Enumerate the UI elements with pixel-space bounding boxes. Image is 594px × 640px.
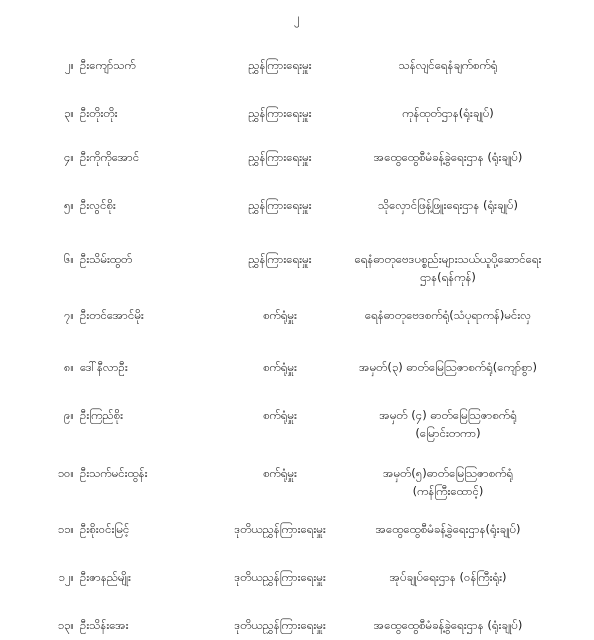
office-name: သန်လျင်ရေနံချက်စက်ရုံ <box>398 58 498 72</box>
item-number: ၇။ <box>64 308 74 322</box>
office-name: ကုန်ထုတ်ဌာန(ရုံးချုပ်) <box>402 106 494 120</box>
person-name: ဦးကြည်စိုး <box>80 408 123 422</box>
rank-title: စက်ရုံမှူး <box>263 466 297 480</box>
office-name: အမှတ်(၃) ဓာတ်မြေဩဇာစက်ရုံ(ကျော်စွာ) <box>359 360 537 374</box>
office-name-line-2: ဌာန(ရန်ကုန်) <box>420 270 476 284</box>
person-name: ဦးတိုးတိုး <box>80 106 118 120</box>
item-number: ၁၃။ <box>57 618 74 632</box>
person-name: ဦးလွင်စိုး <box>80 198 116 212</box>
rank-title: ညွှန်ကြားရေးမှူး <box>248 150 312 164</box>
item-number: ၆။ <box>64 252 74 266</box>
rank-title: ညွှန်ကြားရေးမှူး <box>248 106 312 120</box>
rank-title: ညွှန်ကြားရေးမှူး <box>248 198 312 212</box>
person-name: ဦးသိမ်းထွတ် <box>80 252 133 266</box>
item-number: ၄။ <box>64 150 74 164</box>
item-number: ၅။ <box>64 198 74 212</box>
item-number: ၂။ <box>64 58 74 72</box>
office-name <box>332 250 564 286</box>
person-name: ဦးကျော်သက် <box>80 58 136 72</box>
office-name: သိုလှောင်ဖြန့်ဖြူးရေးဌာန (ရုံးချုပ်) <box>378 198 518 212</box>
rank-title: စက်ရုံမှူး <box>263 408 297 422</box>
rank-title: စက်ရုံမှူး <box>263 308 297 322</box>
rank-title: ဒုတိယညွှန်ကြားရေးမှူး <box>234 618 326 632</box>
rank-title: စက်ရုံမှူး <box>263 360 297 374</box>
page-number: ၂ <box>294 11 300 25</box>
rank-title: ဒုတိယညွှန်ကြားရေးမှူး <box>234 570 326 584</box>
item-number: ၈။ <box>63 360 74 374</box>
person-name: ဦးစိုးဝင်းမြင့် <box>80 522 130 536</box>
office-name: အထွေထွေစီမံခန့်ခွဲရေးဌာန (ရုံးချုပ်) <box>373 150 523 164</box>
person-name: ဦးကိုကိုအောင် <box>80 150 140 164</box>
office-name: အထွေထွေစီမံခန့်ခွဲရေးဌာန (ရုံးချုပ်) <box>373 618 523 632</box>
person-name: ဦးတင်အောင်မိုး <box>80 308 144 322</box>
office-name-line-1: ရေနံဓာတုဗေဒပစ္စည်းများသယ်ယူပို့ဆောင်ရေး <box>354 252 542 266</box>
office-name-line-1: အမှတ် (၄) ဓာတ်မြေဩဇာစက်ရုံ <box>379 408 517 422</box>
office-name-line-2: (မြောင်းတကာ) <box>415 426 481 440</box>
person-name: ဒေါ်နီလာဦး <box>80 360 128 374</box>
rank-title: ဒုတိယညွှန်ကြားရေးမှူး <box>234 522 326 536</box>
office-name-line-1: အမှတ်(၅)ဓာတ်မြေဩဇာစက်ရုံ <box>382 466 514 480</box>
person-name: ဦးသက်မင်းထွန်း <box>80 466 148 480</box>
person-name: ဦးသိန်းအေး <box>80 618 129 632</box>
person-name: ဦးဇာနည်မျိုး <box>80 570 131 584</box>
office-name: အုပ်ချုပ်ရေးဌာန (ဝန်ကြီးရုံး) <box>389 570 507 584</box>
item-number: ၁၀။ <box>57 466 74 480</box>
rank-title: ညွှန်ကြားရေးမှူး <box>248 58 312 72</box>
item-number: ၁၁။ <box>57 522 74 536</box>
office-name-line-2: (ကန်ကြီးထောင့်) <box>412 484 484 498</box>
item-number: ၁၂။ <box>58 570 74 584</box>
office-name <box>332 464 564 500</box>
office-name: ရေနံဓာတုဗေဒစက်ရုံ(သံပုရာကန်)မင်းလှ <box>364 308 532 322</box>
item-number: ၃။ <box>64 106 74 120</box>
rank-title: ညွှန်ကြားရေးမှူး <box>248 252 312 266</box>
office-name <box>332 406 564 442</box>
office-name: အထွေထွေစီမံခန့်ခွဲရေးဌာန(ရုံးချုပ်) <box>375 522 521 536</box>
item-number: ၉။ <box>64 408 74 422</box>
